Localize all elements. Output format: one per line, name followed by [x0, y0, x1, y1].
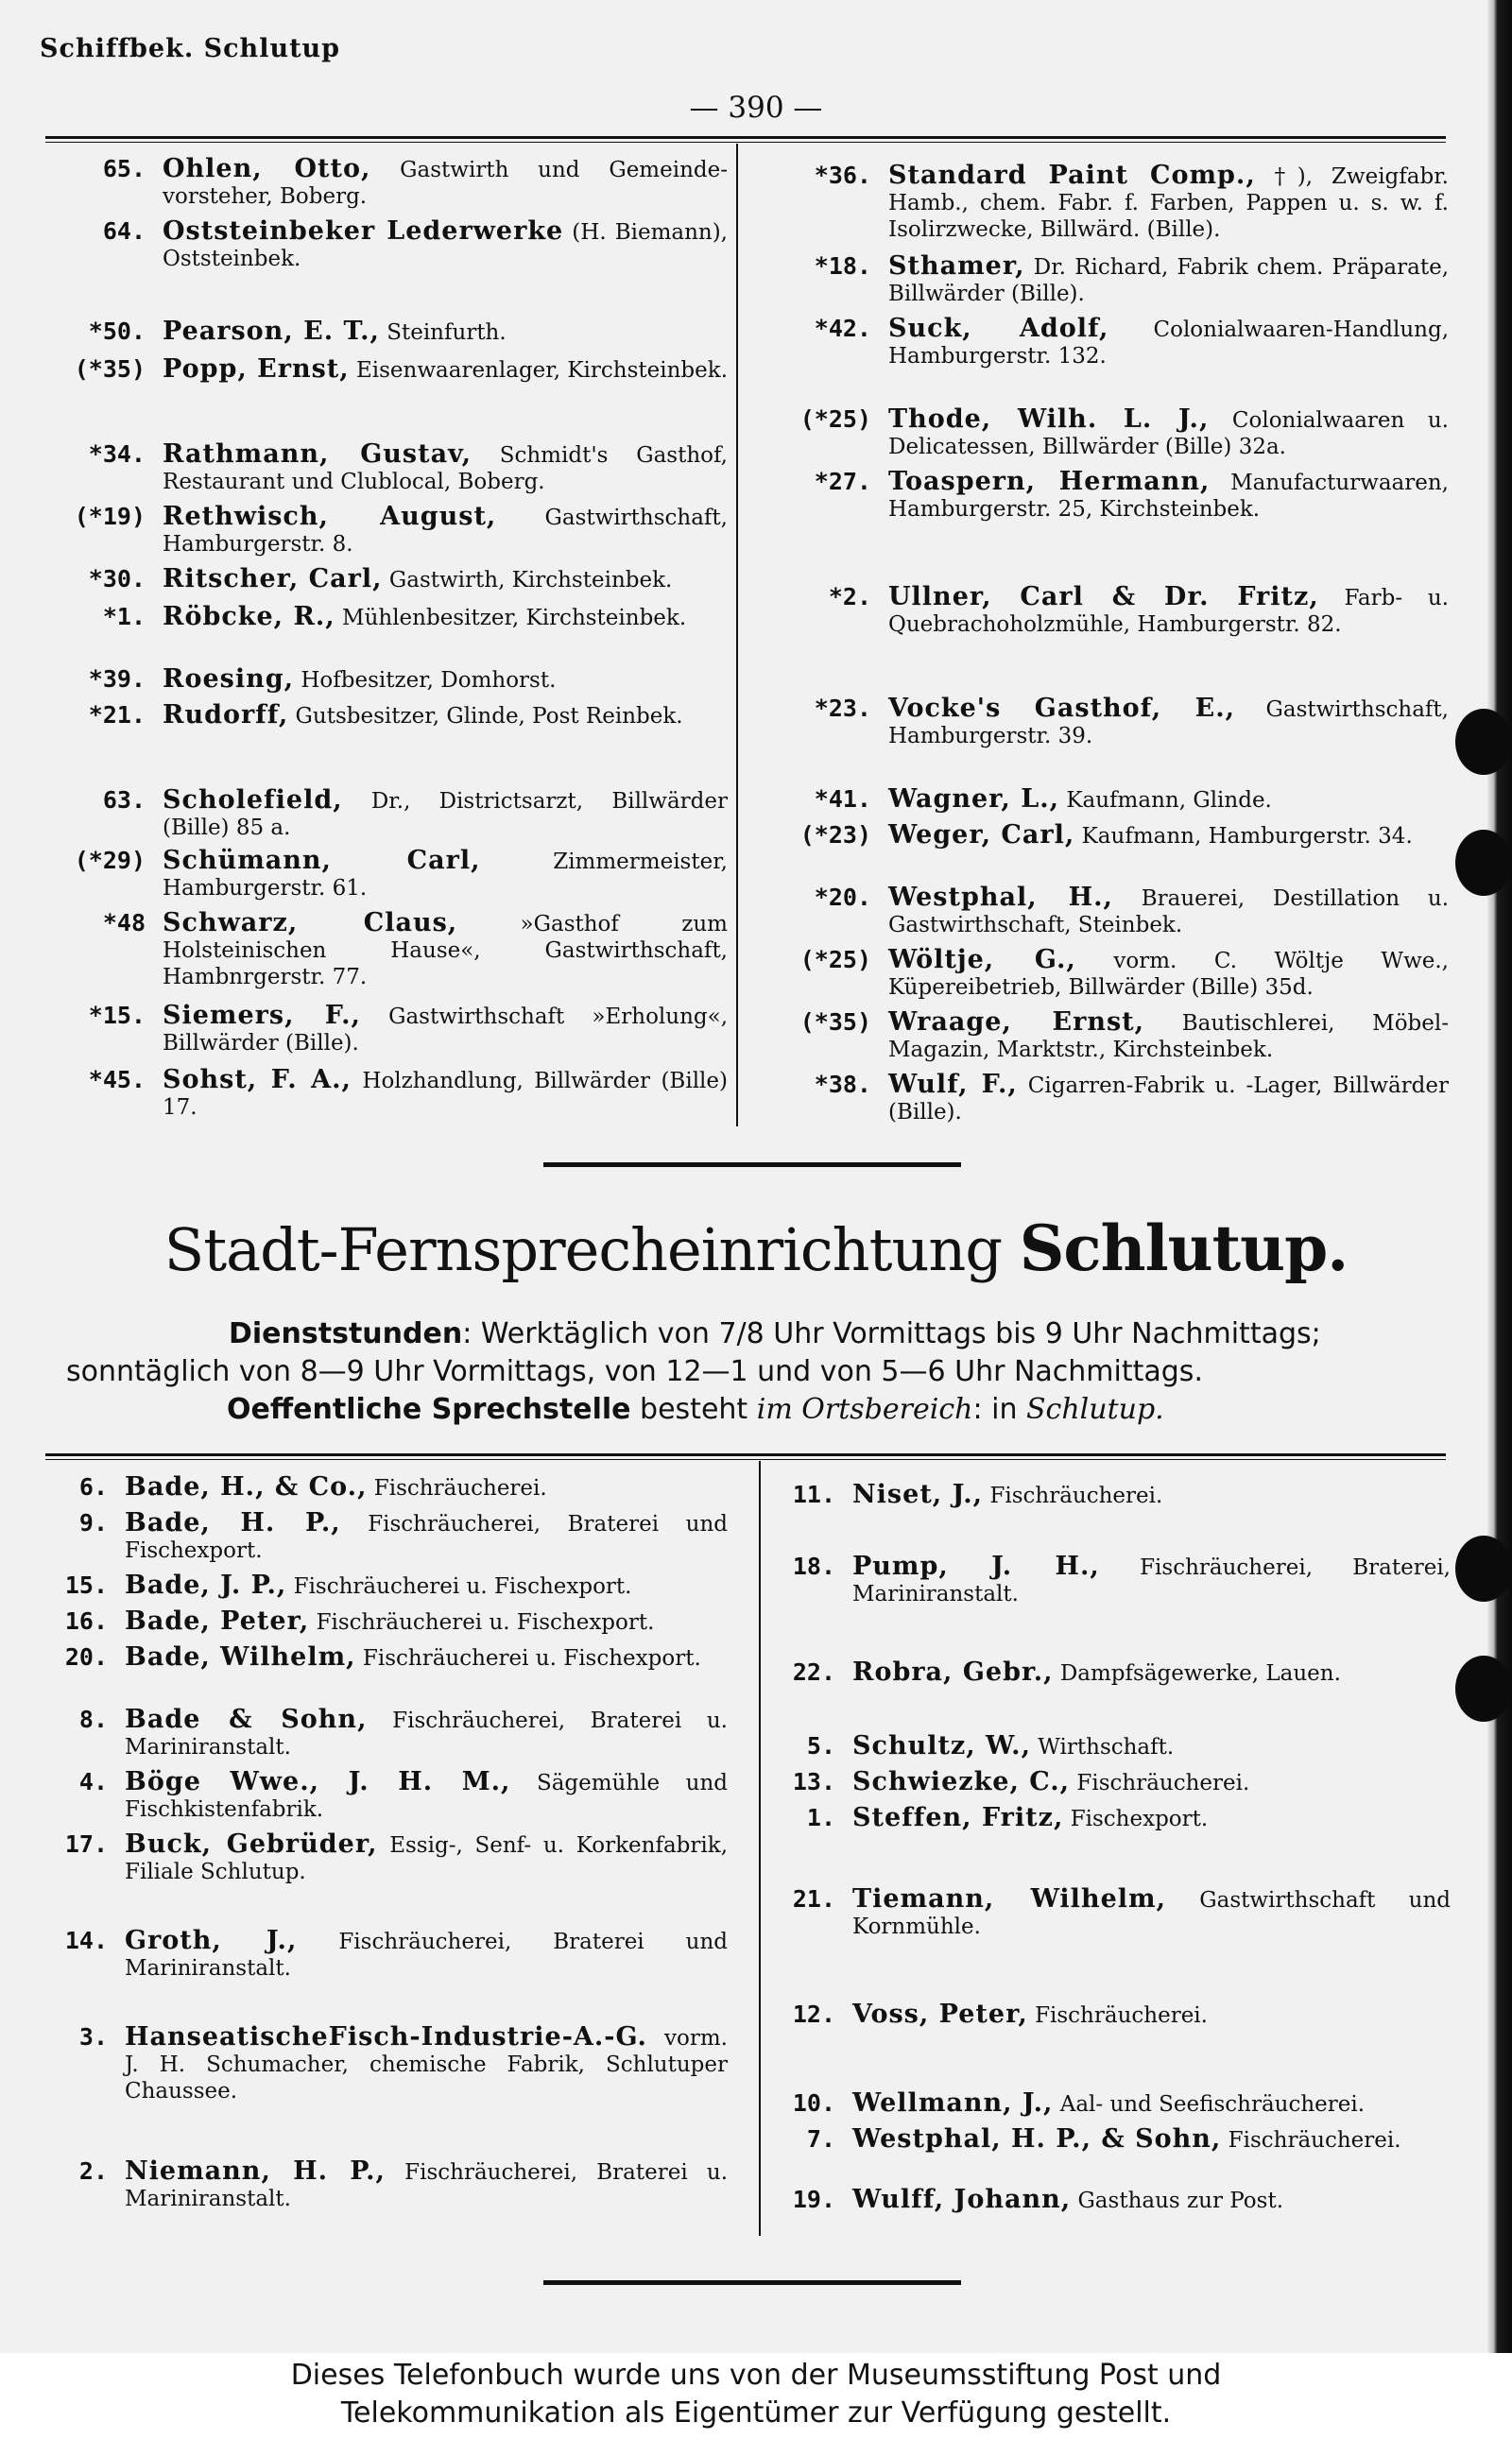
column-divider-bottom: [759, 1461, 761, 2236]
entry-text: [888, 469, 1449, 523]
entry-name: Popp, Ernst,: [163, 354, 350, 384]
bottom-rule: [45, 1453, 1446, 1456]
entry-text: [163, 441, 728, 495]
entry-description: Dr., Districtsarzt, Billwärder (Bille) 85 a.: [163, 789, 729, 840]
entry-description: Gastwirthschaft und Kornmühle.: [852, 1888, 1452, 1939]
public-office-line: [66, 1391, 1436, 1429]
entry-text: [852, 1554, 1451, 1607]
office-italic-2: Schlutup.: [1026, 1393, 1164, 1426]
footer-line-1: Dieses Telefonbuch wurde uns von der Museumsstiftung Post und: [290, 2359, 1222, 2392]
entry-number: (*25): [799, 405, 871, 433]
entry-description: Fischräucherei, Braterei und Fischexport.: [125, 1512, 728, 1563]
service-hours-line1: [66, 1315, 1436, 1353]
entry-description: Kaufmann, Glinde.: [1066, 788, 1272, 813]
entry-description: Gastwirth, Kirchsteinbek.: [388, 568, 673, 593]
entry-number: *2.: [828, 583, 871, 610]
entry-name: Schwiezke, C.,: [852, 1767, 1071, 1796]
entry-text: [163, 566, 728, 593]
entry-description: Holzhandlung, Billwärder (Bille) 17.: [163, 1069, 728, 1120]
entry-description: Hofbesitzer, Domhorst.: [301, 668, 557, 693]
entry-number: *1.: [102, 603, 146, 630]
entry-text: [163, 1067, 728, 1121]
entry-number: 64.: [102, 217, 146, 245]
office-label: Oeffentliche Sprechstelle: [227, 1393, 631, 1426]
entry-description: Fischräucherei.: [989, 1484, 1163, 1508]
entry-text: [852, 2187, 1451, 2214]
entry-description: Fischräucherei, Braterei und Mariniranstalt.: [125, 1930, 728, 1981]
entry-text: [163, 1003, 728, 1056]
entry-number: *41.: [814, 785, 871, 813]
entry-description: Essig-, Senf- u. Korkenfabrik, Filiale Schlutup.: [125, 1833, 729, 1884]
entry-name: Groth, J.,: [125, 1926, 298, 1955]
entry-number: *45.: [88, 1066, 146, 1093]
bottom-rule-thin: [45, 1459, 1446, 1460]
entry-number: 15.: [64, 1572, 108, 1599]
entry-name: Wulff, Johann,: [852, 2185, 1072, 2214]
archive-footer: [0, 2353, 1512, 2439]
entry-name: Robra, Gebr.,: [852, 1657, 1054, 1687]
entry-name: Rethwisch, August,: [163, 502, 497, 531]
entry-number: (*23): [799, 821, 871, 849]
entry-description: Brauerei, Destillation u. Gastwirthschaft, Steinbek.: [888, 886, 1450, 937]
entry-number: 8.: [78, 1706, 108, 1733]
entry-text: [852, 2001, 1451, 2029]
entry-number: 13.: [792, 1768, 835, 1795]
service-hours: [66, 1315, 1436, 1429]
entry-number: *20.: [814, 884, 871, 911]
entry-description: vorm. J. H. Schumacher, chemische Fabrik, Schlutuper Chaussee.: [125, 2026, 728, 2104]
entry-description: Gastwirthschaft »Erholung«, Billwärder (Bille).: [163, 1005, 729, 1056]
entry-name: HanseatischeFisch-Industrie-A.-G.: [125, 2022, 647, 2052]
entry-number: (*35): [799, 1008, 871, 1036]
entry-text: [163, 787, 728, 841]
entry-description: Fischräucherei.: [373, 1476, 547, 1501]
entry-name: Röbcke, R.,: [163, 602, 335, 631]
section-title-bold: Schlutup.: [1019, 1211, 1349, 1285]
entry-number: 3.: [78, 2023, 108, 2051]
entry-text: [888, 584, 1449, 638]
entry-text: [163, 504, 728, 558]
entry-name: Schwarz, Claus,: [163, 908, 458, 937]
entry-text: [125, 1474, 728, 1502]
entry-number: *50.: [88, 318, 146, 345]
hours-text-1: : Werktäglich von 7/8 Uhr Vormittags bis 9 Uhr Nachmittags;: [462, 1317, 1321, 1350]
entry-name: Ullner, Carl & Dr. Fritz,: [888, 582, 1319, 611]
entry-text: [125, 1928, 728, 1982]
hours-label: Dienststunden: [229, 1317, 463, 1350]
entry-name: Bade, J. P.,: [125, 1571, 287, 1600]
entry-text: [163, 356, 728, 384]
entry-description: Manufacturwaaren, Hamburgerstr. 25, Kirchsteinbek.: [888, 471, 1449, 522]
section-title-regular: Stadt-Fernsprecheinrichtung: [163, 1215, 1003, 1284]
entry-text: [888, 885, 1449, 938]
entry-number: (*29): [74, 847, 146, 874]
entry-text: [852, 1659, 1451, 1687]
entry-description: Gasthaus zur Post.: [1077, 2189, 1284, 2213]
entry-text: [163, 848, 728, 902]
entry-name: Bade, Peter,: [125, 1606, 310, 1636]
binding-hole: [1455, 709, 1512, 775]
entry-number: 4.: [78, 1768, 108, 1795]
entry-number: 65.: [102, 155, 146, 182]
entry-description: »Gasthof zum Holsteinischen Hause«, Gastwirthschaft, Hambnrgerstr. 77.: [163, 912, 728, 989]
entry-name: Schümann, Carl,: [163, 846, 481, 875]
entry-name: Bade, H. P.,: [125, 1508, 341, 1537]
entry-description: Steinfurth.: [387, 320, 507, 345]
entry-name: Böge Wwe., J. H. M.,: [125, 1767, 511, 1796]
entry-text: [125, 1510, 728, 1564]
entry-description: Gastwirth und Gemeinde-vorsteher, Boberg.: [163, 158, 729, 209]
entry-description: Fischräucherei.: [1076, 1771, 1250, 1795]
entry-name: Wöltje, G.,: [888, 945, 1076, 974]
entry-text: [852, 1482, 1451, 1509]
entry-text: [163, 666, 728, 694]
entry-number: *23.: [814, 695, 871, 722]
column-top-left: [57, 156, 728, 1139]
entry-number: *15.: [88, 1002, 146, 1029]
entry-description: Gastwirthschaft, Hamburgerstr. 39.: [888, 697, 1449, 748]
entry-name: Pump, J. H.,: [852, 1552, 1100, 1581]
entry-name: Bade, H., & Co.,: [125, 1472, 368, 1502]
entry-description: Dampfsägewerke, Lauen.: [1059, 1661, 1341, 1686]
entry-description: Schmidt's Gasthof, Restaurant und Clublocal, Boberg.: [163, 443, 728, 494]
service-hours-line2: sonntäglich von 8—9 Uhr Vormittags, von 12—1 und von 5—6 Uhr Nachmittags.: [66, 1355, 1203, 1388]
entry-text: [888, 1009, 1449, 1063]
binding-hole: [1455, 1536, 1512, 1602]
entry-number: 22.: [792, 1658, 835, 1686]
entry-text: [888, 696, 1449, 749]
entry-text: [852, 2126, 1451, 2154]
entry-number: 7.: [806, 2125, 835, 2153]
top-rule-thin: [45, 142, 1446, 143]
entry-number: *27.: [814, 468, 871, 495]
entry-text: [163, 604, 728, 631]
column-bottom-right: [765, 1482, 1451, 2238]
entry-number: (*25): [799, 946, 871, 973]
entry-description: Fischräucherei u. Fischexport.: [293, 1574, 632, 1599]
running-head: Schiffbek. Schlutup: [40, 34, 341, 63]
entry-number: 9.: [78, 1509, 108, 1537]
entry-description: Sägemühle und Fischkistenfabrik.: [125, 1771, 728, 1822]
binding-hole: [1455, 1656, 1512, 1722]
entry-description: Kaufmann, Hamburgerstr. 34.: [1081, 824, 1413, 849]
entry-number: *36.: [814, 162, 871, 189]
entry-name: Wraage, Ernst,: [888, 1007, 1145, 1037]
office-colon: : in: [972, 1393, 1026, 1426]
entry-number: 1.: [806, 1804, 835, 1831]
entry-number: *18.: [814, 252, 871, 280]
page-number: — 390 —: [689, 91, 823, 125]
entry-description: Gastwirthschaft, Hamburgerstr. 8.: [163, 506, 728, 557]
entry-name: Toaspern, Hermann,: [888, 467, 1211, 496]
entry-text: [888, 163, 1449, 243]
entry-description: Mühlenbesitzer, Kirchsteinbek.: [342, 606, 687, 630]
entry-name: Bade & Sohn,: [125, 1705, 368, 1734]
entry-description: Fischräucherei.: [1228, 2128, 1401, 2153]
entry-name: Wellmann, J.,: [852, 2088, 1054, 2118]
entry-description: Fischexport.: [1070, 1807, 1209, 1831]
entry-text: [125, 1707, 728, 1761]
entry-number: 18.: [792, 1553, 835, 1580]
entry-text: [163, 156, 728, 210]
entry-text: [163, 218, 728, 272]
entry-name: Schultz, W.,: [852, 1731, 1031, 1761]
entry-name: Rathmann, Gustav,: [163, 439, 472, 469]
entry-text: [163, 318, 728, 346]
entry-text: [852, 1769, 1451, 1796]
entry-name: Scholefield,: [163, 785, 343, 815]
column-divider: [736, 144, 738, 1126]
entry-text: [125, 1572, 728, 1600]
entry-description: Aal- und Seefischräucherei.: [1059, 2092, 1366, 2117]
entry-number: *30.: [88, 565, 146, 593]
entry-description: Fischräucherei u. Fischexport.: [316, 1610, 655, 1635]
entry-description: Fischräucherei, Braterei u. Mariniranstalt.: [125, 1709, 728, 1760]
entry-number: 21.: [792, 1885, 835, 1913]
binding-hole: [1455, 830, 1512, 896]
section-title: [0, 1211, 1512, 1285]
entry-number: 2.: [78, 2157, 108, 2185]
entry-name: Standard Paint Comp.,: [888, 161, 1256, 190]
entry-description: Bautischlerei, Möbel-Magazin, Marktstr., Kirchsteinbek.: [888, 1011, 1450, 1062]
entry-description: Dr. Richard, Fabrik chem. Präparate, Billwärder (Bille).: [888, 255, 1450, 306]
entry-text: [125, 1608, 728, 1636]
entry-description: Fischräucherei, Braterei u. Mariniranstalt.: [125, 2160, 729, 2211]
entry-description: vorm. C. Wöltje Wwe., Küpereibetrieb, Billwärder (Bille) 35d.: [888, 949, 1449, 1000]
entry-name: Oststeinbeker Lederwerke: [163, 216, 564, 246]
section-divider: [543, 1162, 961, 1167]
entry-name: Steffen, Fritz,: [852, 1803, 1064, 1832]
entry-name: Wulf, F.,: [888, 1070, 1018, 1099]
entry-name: Niemann, H. P.,: [125, 2156, 386, 2186]
entry-number: *38.: [814, 1071, 871, 1098]
entry-text: [163, 910, 728, 990]
entry-description: Fischräucherei u. Fischexport.: [362, 1646, 701, 1671]
entry-number: 16.: [64, 1607, 108, 1635]
entry-text: [852, 1886, 1451, 1940]
entry-description: Cigarren-Fabrik u. -Lager, Billwärder (Bille).: [888, 1074, 1449, 1125]
entry-description: Fischräucherei.: [1035, 2003, 1208, 2028]
entry-text: [125, 1831, 728, 1885]
entry-name: Niset, J.,: [852, 1480, 984, 1509]
entry-text: [163, 702, 728, 730]
entry-number: *39.: [88, 665, 146, 693]
entry-text: [125, 1644, 728, 1672]
entry-text: [888, 253, 1449, 307]
entry-name: Ohlen, Otto,: [163, 154, 371, 183]
entry-description: Wirthschaft.: [1038, 1735, 1175, 1760]
footer-line-2: Telekommunikation als Eigentümer zur Verfügung gestellt.: [340, 2396, 1172, 2430]
entry-number: *34.: [88, 440, 146, 468]
entry-name: Weger, Carl,: [888, 820, 1075, 850]
entry-number: 11.: [792, 1481, 835, 1508]
entry-number: 63.: [102, 786, 146, 814]
entry-text: [888, 1072, 1449, 1125]
entry-name: Rudorff,: [163, 700, 289, 730]
entry-name: Suck, Adolf,: [888, 314, 1109, 343]
entry-name: Siemers, F.,: [163, 1001, 361, 1030]
office-mid: besteht: [630, 1393, 757, 1426]
entry-number: 20.: [64, 1643, 108, 1671]
column-top-right: [782, 163, 1449, 1145]
column-bottom-left: [38, 1474, 728, 2230]
entry-number: 19.: [792, 2186, 835, 2213]
entry-name: Sthamer,: [888, 251, 1025, 281]
entry-description: Gutsbesitzer, Glinde, Post Reinbek.: [295, 704, 683, 729]
entry-number: 6.: [78, 1473, 108, 1501]
entry-name: Bade, Wilhelm,: [125, 1642, 356, 1672]
top-rule: [45, 136, 1446, 139]
entry-text: [125, 2158, 728, 2212]
office-italic-1: im Ortsbereich: [756, 1393, 973, 1426]
entry-name: Thode, Wilh. L. J.,: [888, 404, 1210, 434]
entry-name: Vocke's Gasthof, E.,: [888, 694, 1236, 723]
entry-text: [888, 786, 1449, 814]
entry-description: †), Zweigfabr. Hamb., chem. Fabr. f. Farben, Pappen u. s. w. f. Isolirzwecke, Billwärd. (Bille).: [888, 164, 1449, 242]
entry-number: *42.: [814, 315, 871, 342]
entry-text: [852, 1733, 1451, 1761]
entry-number: (*35): [74, 355, 146, 383]
entry-name: Pearson, E. T.,: [163, 317, 380, 346]
entry-text: [888, 947, 1449, 1001]
entry-description: Colonialwaaren u. Delicatessen, Billwärder (Bille) 32a.: [888, 408, 1449, 459]
entry-name: Buck, Gebrüder,: [125, 1829, 378, 1859]
entry-text: [888, 316, 1449, 369]
entry-text: [852, 2090, 1451, 2118]
entry-name: Westphal, H. P., & Sohn,: [852, 2124, 1222, 2154]
entry-name: Tiemann, Wilhelm,: [852, 1884, 1166, 1914]
entry-number: (*19): [74, 503, 146, 530]
page-edge-shadow: [1487, 0, 1512, 2353]
entry-number: 17.: [64, 1830, 108, 1858]
entry-number: 14.: [64, 1927, 108, 1954]
entry-name: Westphal, H.,: [888, 883, 1113, 912]
entry-number: 12.: [792, 2001, 835, 2028]
entry-name: Roesing,: [163, 664, 294, 694]
entry-number: *48: [102, 909, 146, 936]
entry-description: Colonialwaaren-Handlung, Hamburgerstr. 132.: [888, 318, 1450, 369]
entry-name: Wagner, L.,: [888, 784, 1060, 814]
entry-number: *21.: [88, 701, 146, 729]
entry-text: [852, 1805, 1451, 1832]
entry-description: Farb- u. Quebrachoholzmühle, Hamburgerstr. 82.: [888, 586, 1449, 637]
entry-description: Zimmermeister, Hamburgerstr. 61.: [163, 850, 728, 901]
entry-description: Fischräucherei, Braterei, Mariniranstalt.: [852, 1555, 1451, 1606]
entry-text: [125, 2024, 728, 2104]
entry-description: Eisenwaarenlager, Kirchsteinbek.: [355, 358, 729, 383]
entry-description: (H. Biemann), Oststeinbek.: [163, 220, 728, 271]
entry-name: Ritscher, Carl,: [163, 564, 383, 593]
entry-name: Voss, Peter,: [852, 2000, 1028, 2029]
end-rule: [543, 2280, 961, 2285]
entry-number: 10.: [792, 2089, 835, 2117]
entry-number: 5.: [806, 1732, 835, 1760]
entry-name: Sohst, F. A.,: [163, 1065, 352, 1094]
entry-text: [888, 406, 1449, 460]
entry-text: [125, 1769, 728, 1823]
entry-text: [888, 822, 1449, 850]
